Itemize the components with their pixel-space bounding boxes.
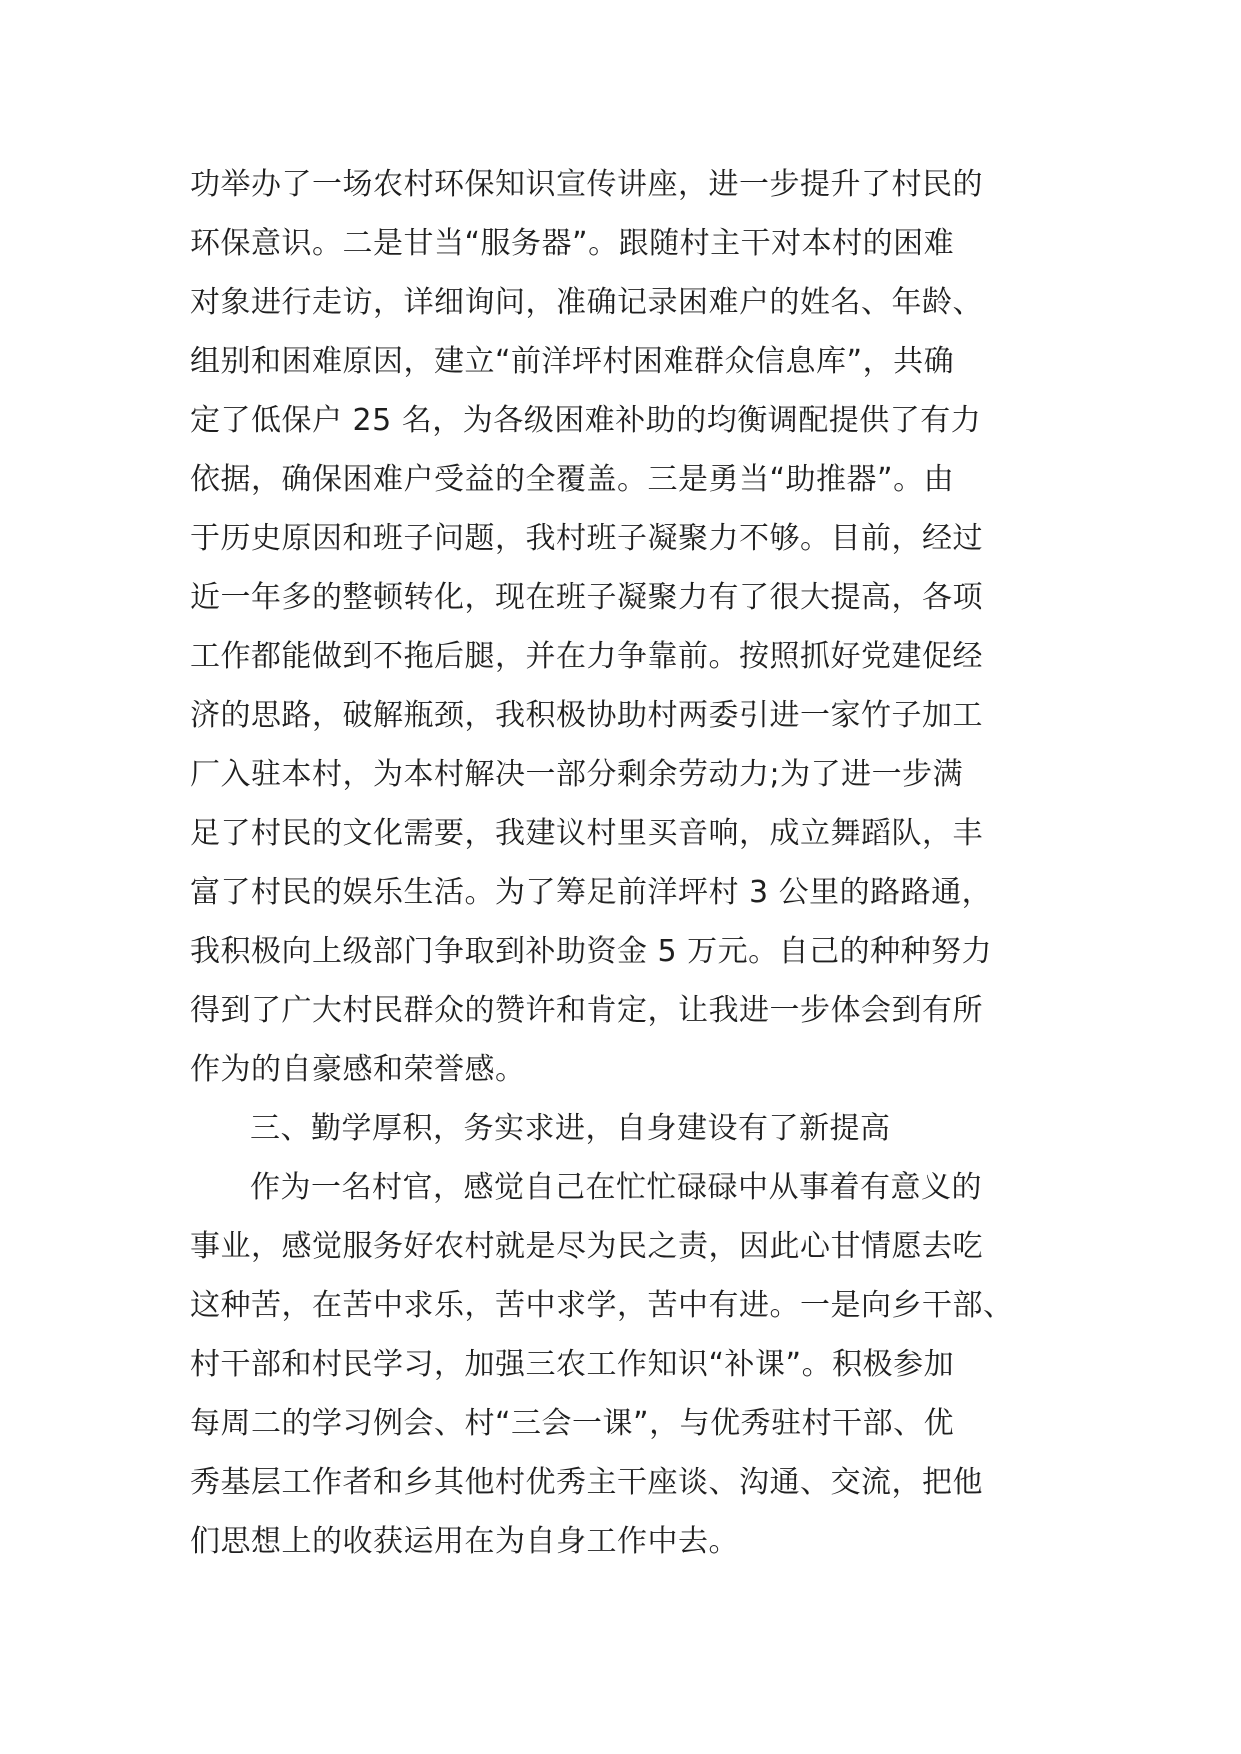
section-heading: 三、勤学厚积，务实求进，自身建设有了新提高 <box>250 1111 891 1146</box>
paragraph-line: 于历史原因和班子问题，我村班子凝聚力不够。目前，经过 <box>190 521 983 556</box>
paragraph-line: 足了村民的文化需要，我建议村里买音响，成立舞蹈队，丰 <box>190 816 983 851</box>
paragraph-line: 富了村民的娱乐生活。为了筹足前洋坪村 3 公里的路路通， <box>190 875 993 910</box>
paragraph-line: 们思想上的收获运用在为自身工作中去。 <box>190 1524 739 1559</box>
paragraph-line: 这种苦，在苦中求乐，苦中求学，苦中有进。一是向乡干部、 <box>190 1288 1014 1323</box>
paragraph-line: 厂入驻本村，为本村解决一部分剩余劳动力;为了进一步满 <box>190 757 964 792</box>
paragraph-line: 功举办了一场农村环保知识宣传讲座，进一步提升了村民的 <box>190 167 983 202</box>
paragraph-line: 近一年多的整顿转化，现在班子凝聚力有了很大提高，各项 <box>190 580 983 615</box>
paragraph-line: 得到了广大村民群众的赞许和肯定，让我进一步体会到有所 <box>190 993 983 1028</box>
paragraph-line: 对象进行走访，详细询问，准确记录困难户的姓名、年龄、 <box>190 285 983 320</box>
paragraph-line: 环保意识。二是甘当“服务器”。跟随村主干对本村的困难 <box>190 226 955 261</box>
paragraph-line: 工作都能做到不拖后腿，并在力争靠前。按照抓好党建促经 <box>190 639 983 674</box>
paragraph-line: 作为一名村官，感觉自己在忙忙碌碌中从事着有意义的 <box>250 1170 982 1205</box>
paragraph-line: 组别和困难原因，建立“前洋坪村困难群众信息库”，共确 <box>190 344 955 379</box>
paragraph-line: 作为的自豪感和荣誉感。 <box>190 1052 526 1087</box>
paragraph-line: 我积极向上级部门争取到补助资金 5 万元。自己的种种努力 <box>190 934 993 969</box>
paragraph-line: 每周二的学习例会、村“三会一课”，与优秀驻村干部、优 <box>190 1406 955 1441</box>
paragraph-line: 依据，确保困难户受益的全覆盖。三是勇当“助推器”。由 <box>190 462 955 497</box>
paragraph-line: 秀基层工作者和乡其他村优秀主干座谈、沟通、交流，把他 <box>190 1465 983 1500</box>
document-body <box>190 155 1090 1571</box>
paragraph-line: 村干部和村民学习，加强三农工作知识“补课”。积极参加 <box>190 1347 955 1382</box>
paragraph-line: 济的思路，破解瓶颈，我积极协助村两委引进一家竹子加工 <box>190 698 983 733</box>
paragraph-line: 定了低保户 25 名，为各级困难补助的均衡调配提供了有力 <box>190 403 982 438</box>
paragraph-line: 事业，感觉服务好农村就是尽为民之责，因此心甘情愿去吃 <box>190 1229 983 1264</box>
